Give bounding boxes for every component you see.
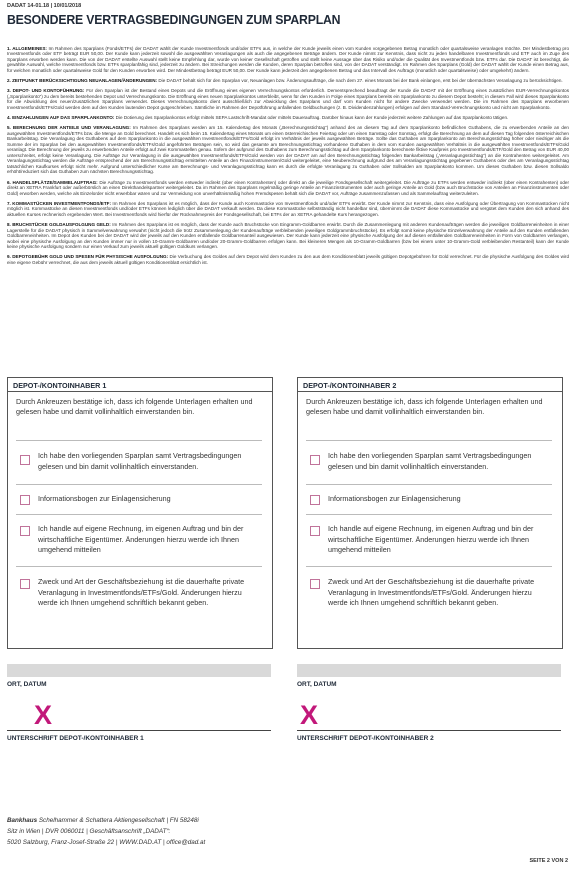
terms-sections: [7, 41, 569, 269]
section-text: Im Rahmen des Sparplans ist es möglich, dass der Kunde auch Kommastücke von Investmentfonds und/oder ETFs erwirbt. Der Kunde nimmt zur Kenntnis, dass eine Ausfolgung oder Übertragung von Kommastücken nicht möglich ist. Kommastücke an diesen Investmentfonds und/oder ETFs können lediglich über die DADAT verkauft werden. Da diese Kommastücke selbstständig nicht handelbar sind, übernimmt die DADAT diese Kommastücke und vergütet dem Kunden den sich anhand des aktuellen Kurses rechnerisch ergebenden Wert. Bei Investmentfonds wird hierfür der Rücknahmepreis der Fondsgesellschaft, bei ETFs der an XETRA gehandelte Kurs herangezogen.: [7, 200, 569, 217]
footer-line-1: [7, 815, 205, 826]
holder-1-panel: [7, 377, 273, 649]
section-text: Im Rahmen des Sparplans ist es möglich, dass der Kunde auch Bruchstücke von Eingramm-Goldbarren erwirbt. Durch die Zusammenlegung mit anderen Kundenaufträgen werden die jeweiligen Goldbarreneinheiten in einer Lagerstelle für die DADAT physisch in Sammelverwahrung verwahrt (nicht jedoch die trotz Zusammenlegung der Kundenaufträge verbleibenden jeweiligen Goldgrammbruchstücke). Es erfolgt somit keine physische Einzelverwahrung der Anteile auf den Kunden entfallenden Goldbarreneinheiten. Im Depot des Kunden bei der DADAT wird der jeweils auf den Kunden entfallende Goldbarrenanteil ausgewiesen. Der Kunde kann jederzeit eine physische Ausfolgung der auf diesen entfallenden Goldbarreneinheiten in Form von Goldbarren verlangen, wobei eine physische Ausfolgung an den Kunden immer nur in vollen 10-Gramm-Goldbarren und/oder 20-Gramm-Goldbarren erfolgen kann. Bei kleineren Mengen als 10-Gramm-Goldbarren (bzw bei einem unter 10-Gramm-Gold verbleibenden Restanteil) kann der Kunde keine physische Ausfolgung sondern nur einen Verkauf zum jeweils aktuell gültigen Goldkurs verlangen.: [7, 221, 570, 250]
bank-footer: [7, 815, 205, 848]
section-7: [7, 201, 569, 218]
section-text: Für den Sparplan ist der Bestand eines Depots und die Eröffnung eines eigenen Verrechnungskontos erforderlich. Dementsprechend beauftragt der Kunde die DADAT mit der Eröffnung eines zusätzlichen EUR-Verrechnungskontos („Sparplankonto“) zu dem bereits bestehenden Depot und Verrechnungskonto. Die Eröffnung eines neuen Sparplankontos unterbleibt, wenn für den Kunden in Folge eines Sparplans bereits ein Sparplankonto zu diesem Depot besteht; in diesem Fall wird dieses Sparplankonto für die Abwicklung des neuen/zusätzlichen Sparplans verwendet. Dieses Verrechnungskonto dient ausschließlich zur Abwicklung des Sparplans und darf vom Kunden nicht für andere Zwecke verwendet werden. Die im Rahmen des Sparplans erworbenen Investmentfonds/ETFs/Gold werden dem auf den Kunden lautenden Depot gutgeschrieben. Sämtliche im Rahmen der Depotführung anfallenden Geldbuchungen (z. B. Dividendenzahlungen) erfolgen auf dem Standard-Verrechnungskonto und nicht am Sparplankonto.: [7, 88, 569, 110]
holder-2-checkbox-deposit[interactable]: [310, 495, 320, 505]
section-text: Die Aufträge zu Investmentfonds werden entweder indirekt (über einen Kontrahenten) oder direkt an die jeweilige Fondsgesellschaft weitergeleitet. Die Aufträge zu ETFs werden entweder indirekt (über einen Kontrahenten) oder direkt an XETRA Frankfurt oder außerbörslich an einen Direkthandelspartner weitergeleitet. Da im Rahmen des Sparplans regelmäßig geringe Anteile an Finanzinstrumenten oder auch geringe Anteile an Gold (bzw auch Bruchstücke von Anteilen an Finanzinstrumenten oder Gold) erworben werden, welche als Einzelorder nicht erwerbbar wären und zur Vermeidung von unverhältnismäßig hohen Fremdspesen behält sich die DADAT vor, Aufträge zusammenzufassen und als Sammelauftrag weiterzuleiten.: [7, 179, 569, 196]
section-2: [7, 78, 569, 84]
holder-2-intro: Durch Ankreuzen bestätige ich, dass ich folgende Unterlagen erhalten und gelesen habe und damit vollinhaltlich einverstanden bin.: [306, 397, 543, 417]
holder-2-checkbox-purpose[interactable]: [310, 579, 320, 589]
footer-line-3: 5020 Salzburg, Franz-Josef-Straße 22 | WWW.DAD.AT | office@dad.at: [7, 839, 206, 846]
holder-2-item-terms: [306, 440, 552, 485]
holder-2-checkbox-terms[interactable]: [310, 455, 320, 465]
footer-company: Schelhammer & Schattera Aktiengesellschaft | FN 58248i: [38, 817, 199, 824]
holder-1-item-label: Ich handle auf eigene Rechnung, im eigenen Auftrag und bin der wirtschaftliche Eigentümer. Änderungen hierzu werde ich Ihnen umgehend mitteilen: [38, 524, 244, 555]
holder-2-checkbox-owner[interactable]: [310, 526, 320, 536]
holder-2-panel: [297, 377, 563, 649]
section-heading: 1. ALLGEMEINES:: [7, 45, 47, 51]
document-code: DADAT 14-01.18 | 10/01/2018: [7, 3, 82, 9]
section-heading: 7. KOMMASTÜCKEN INVESTMENTFONDS/ETF:: [7, 200, 111, 206]
section-heading: 6. HANDELSPLÄTZE/SAMMELAUFTRAG:: [7, 179, 98, 185]
section-heading: 3. DEPOT- UND KONTOFÜHRUNG:: [7, 88, 85, 94]
section-text: Im Rahmen des Sparplans (Fonds/ETFs) der DADAT wählt der Kunde Investmentfonds und/oder ETFs aus, in welche der Kunde jeweils einen vom Kunden vorgegebenen Betrag monatlich oder quartalsweise veranlagen möchte. Der Mindestbetrag pro Investmentfonds oder ETF beträgt EUR 50,00. Der Kunde kann jederzeit sowohl die ausgewählten Veranlagungen als auch die angegebenen Beträge ändern. Der Kunde nimmt zur Kenntnis, dass nicht zu jeden handelbaren Investmentfonds und ETF auch im Zuge des Sparplans erworben werden kann. Die von der DADAT erstellte Auswahl stellt keine Empfehlung dar, wurde von keiner Gesellschaft getroffen und stellt keine Aussage über das Risiko und/oder die Qualität des Investmentfonds bzw. ETFs dar. Die DADAT ist berechtigt, die gewählte Auswahl, welche Investmentfonds bzw. ETFs sparplanfähig sind, jederzeit zu ändern. Bei Streichungen werden die Kunden, deren Sparplan betroffen sind, von der DADAT verständigt. Im Rahmen des Sparplans (Gold) der DADAT wählt der Kunde einen Betrag aus, für welchen monatlich oder quartalsweise Gold für den Kunden erworben wird. Der Mindestbetrag beträgt EUR 50,00. Der Kunde kann jederzeit den angegebenen Betrag und das Intervall des Auftrags (monatlich oder quartalsweise) oder umgekehrt) ändern.: [7, 45, 569, 73]
holder-1-signature-line[interactable]: [7, 730, 271, 731]
holder-1-item-deposit: [16, 484, 262, 515]
section-3: [7, 88, 569, 110]
section-heading: 8. BRUCHSTÜCKE GOLDAUSFOLGUNG GELD:: [7, 221, 111, 227]
holder-2-place-date-label: ORT, DATUM: [297, 681, 337, 688]
holder-2-item-purpose: [306, 566, 552, 637]
holder-1-checkbox-purpose[interactable]: [20, 579, 30, 589]
section-1: [7, 46, 569, 74]
holder-1-signature-label: UNTERSCHRIFT DEPOT-/KONTOINHABER 1: [7, 735, 144, 742]
holder-2-signature-label: UNTERSCHRIFT DEPOT-/KONTOINHABER 2: [297, 735, 434, 742]
holder-1-item-owner: [16, 514, 262, 567]
section-heading: 4. EINZAHLUNGEN AUF DAS SPARPLANKONTO:: [7, 114, 115, 120]
holder-1-item-label: Ich habe den vorliegenden Sparplan samt Vertragsbedingungen gelesen und bin damit vollinhaltlich einverstanden.: [38, 451, 242, 471]
holder-1-item-label: Zweck und Art der Geschäftsbeziehung ist die dauerhafte private Veranlagung in Investmentfonds/ETFs/Gold. Änderungen hierzu werde ich Ihnen umgehend schriftlich bekannt geben.: [38, 577, 245, 608]
holder-2-item-owner: [306, 514, 552, 567]
section-text: Im Rahmen des Sparplans werden am 15. Kalendertag des Monats („Berechnungsstichtag“) anhand des an diesem Tag auf dem Sparplankonto befindlichen Guthabens, die zu erwerbenden Anteile an den ausgewählten Investmentfonds/ETFs bzw. die Menge an Gold berechnet. Handelt es sich beim 15. Kalendertag eines Monats um einen österreichischen Feiertag oder um einen Samstag oder Sonntag, erfolgt die Berechnung an dem auf diesen Tag folgenden österreichischen Bankarbeitstag. Die Veranlagung des Guthabens auf dem Sparplankonto in die ausgewählten Investmentfonds/ETFs/Gold erfolgt im Verhältnis der jeweils ausgewählten Beträge. Sollte das Guthaben am Sparplankonto am Berechnungsstichtag höher oder niedriger als die Summe der im Sparplan bei den ausgewählten Investmentfonds/ETFs/Gold angeführten Beträgen sein, so wird das gesamte am Berechnungsstichtag vorhandene Guthaben in dem vom Kunden ausgewählten Verhältnis in die ausgewählten Investmentfonds/ETFs/Gold veranlagt. Die Berechnung der jeweils zu erwerbenden Anteile erfolgt auf zwei Kommastellen genau. Sofern der aufgrund des Guthabens zum Berechnungsstichtag auf dem Sparplankonto berechnete fiktive Kaufpreis pro Investmentfonds/ETF/Gold den Betrag von EUR 40,00 unterschreitet, erfolgt keine Veranlagung. Die Aufträge zur Veranlagung in die ausgewählten Investmentfonds/ETFs/Gold werden von der DADAT am auf den Berechnungsstichtag folgenden Bankarbeitstag („Veranlagungsstichtag“) an die Kontrahenten weitergeleitet. Am Veranlagungsstichtag werden die Aufträge entsprechend der am Berechnungsstichtag ermittelten Anteile an den Finanzinstrumenten/Gold weitergeleitet, eine Neuberechnung aufgrund des am Veranlagungsstichtag gegebenen Guthabens oder des am Veranlagungsstichtag tatsächlichen Kaufkurses erfolgt nicht mehr. Aufgrund unterschiedlicher Kurse am Berechnungs- und Veranlagungsstichtag kann es durch die erfolgte Veranlagung zu Guthaben oder Sollsalden am Sparplankonto kommen. Um dieses Guthaben bzw. diesen Sollsaldo erhöht/reduziert sich das Guthaben zum nächsten Berechnungsstichtag.: [7, 124, 569, 175]
holder-2-item-label: Ich handle auf eigene Rechnung, im eigenen Auftrag und bin der wirtschaftliche Eigentümer. Änderungen hierzu werde ich Ihnen umgehend mitteilen: [328, 524, 534, 555]
holder-1-intro: Durch Ankreuzen bestätige ich, dass ich folgende Unterlagen erhalten und gelesen habe und damit vollinhaltlich einverstanden bin.: [16, 397, 253, 417]
footer-line-2: Sitz in Wien | DVR 0060011 | Geschäftsanschrift „DADAT“:: [7, 828, 171, 835]
holder-1-item-terms: [16, 440, 262, 485]
holder-2-item-label: Informationsbogen zur Einlagensicherung: [328, 494, 461, 503]
holder-1-checkbox-deposit[interactable]: [20, 495, 30, 505]
section-heading: 5. BERECHNUNG DER ANTEILE UND VERANLAGUNG:: [7, 124, 131, 130]
page-title: BESONDERE VERTRAGSBEDINGUNGEN ZUM SPARPLAN: [7, 12, 341, 27]
section-9: [7, 254, 569, 265]
holder-2-signature-mark: X: [300, 700, 319, 730]
page-number: SEITE 2 VON 2: [529, 858, 568, 864]
holder-1-item-label: Informationsbogen zur Einlagensicherung: [38, 494, 171, 503]
section-text: Die Dotierung des Sparplankontos erfolgt mittels SEPA Lastschrift-Mandat oder mittels Dauerauftrag. Darüber hinaus kann der Kunde jederzeit weitere Zahlungen auf das Sparplankonto tätigen.: [115, 114, 509, 120]
holder-2-item-label: Zweck und Art der Geschäftsbeziehung ist die dauerhafte private Veranlagung in Investmentfonds/ETFs/Gold. Änderungen hierzu werde ich Ihnen umgehend schriftlich bekannt geben.: [328, 577, 535, 608]
holder-1-signature-mark: X: [34, 700, 53, 730]
holder-1-checkbox-owner[interactable]: [20, 526, 30, 536]
section-heading: 2. ZEITPUNKT BERÜCKSICHTIGUNG NEUANLAGEN/ÄNDERUNGEN:: [7, 77, 158, 83]
holder-2-place-date-field[interactable]: [297, 664, 561, 677]
holder-1-place-date-label: ORT, DATUM: [7, 681, 47, 688]
holder-2-signature-line[interactable]: [297, 730, 561, 731]
section-heading: 9. DEPOTGEBÜHR GOLD UND SPESEN FÜR PHYSISCHE AUSFOLGUNG:: [7, 254, 169, 260]
holder-1-place-date-field[interactable]: [7, 664, 271, 677]
footer-bank-word: Bankhaus: [7, 817, 38, 824]
section-4: [7, 115, 569, 121]
holder-2-item-label: Ich habe den vorliegenden Sparplan samt Vertragsbedingungen gelesen und bin damit vollinhaltlich einverstanden.: [328, 451, 532, 471]
holder-1-checkbox-terms[interactable]: [20, 455, 30, 465]
holder-2-item-deposit: [306, 484, 552, 515]
section-8: [7, 222, 569, 250]
section-text: Die DADAT behält sich für den Sparplan vor, Neuanlagen bzw. Änderungsaufträge, die nach dem 27. eines Monats bei der Bank einlangen, erst bei der übernächsten Veranlagung zu berücksichtigen.: [158, 77, 563, 83]
holder-1-item-purpose: [16, 566, 262, 637]
holder-1-title: DEPOT-/KONTOINHABER 1: [8, 378, 272, 392]
section-6: [7, 180, 569, 197]
section-text: Die Verbuchung des Goldes auf dem Depot wird dem Kunden zu den aus dem Konditionenblatt jeweils gültigen Depotgebühren für Gold verrechnet. Für die physische Ausfolgung des Goldes wird eine eigene Gebühr verrechnet, die aus dem jeweils aktuell gültigen Konditionenblatt ersichtlich ist.: [7, 254, 569, 265]
holder-2-title: DEPOT-/KONTOINHABER 2: [298, 378, 562, 392]
section-5: [7, 125, 569, 175]
